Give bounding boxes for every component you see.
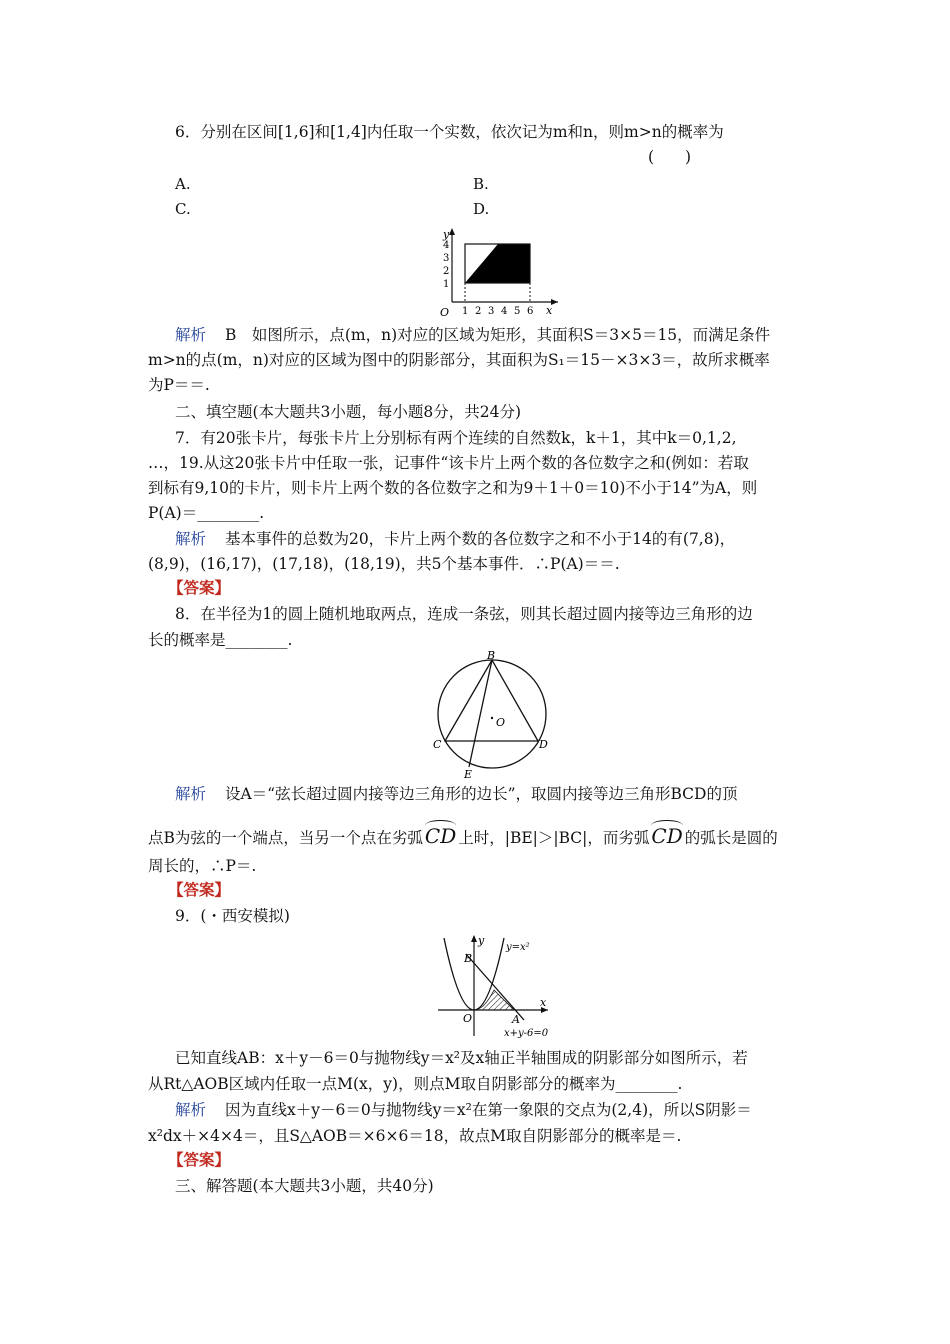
q6-analysis-line-3: 为P＝＝.: [148, 376, 210, 394]
q9-fig-label-line: x+y-6=0: [504, 1028, 549, 1039]
q6-rectangle-figure: [418, 226, 563, 318]
q6-fig-xtick: 1: [462, 306, 469, 317]
q6-option-a: A.: [175, 175, 191, 193]
q8-line-1: 8．在半径为1的圆上随机地取两点，连成一条弦，则其长超过圆内接等边三角形的边: [175, 605, 753, 623]
q9-fig-label-x: x: [540, 996, 547, 1009]
q9-analysis-line-2: x²dx＋×4×4＝，且S△AOB＝×6×6＝18，故点M取自阴影部分的概率是＝.: [148, 1127, 682, 1145]
q9-answer-label: 【答案】: [168, 1150, 231, 1169]
q8-analysis-line-3: 周长的，∴P＝.: [148, 857, 257, 875]
q7-line-2: …，19.从这20张卡片中任取一张，记事件“该卡片上两个数的各位数字之和(例如：若取: [148, 454, 749, 472]
q9-fig-label-a: A: [512, 1013, 520, 1026]
q6-stem: 6．分别在区间[1,6]和[1,4]内任取一个实数，依次记为m和n，则m>n的概率为: [175, 123, 724, 141]
q6-fig-xtick: 3: [488, 306, 495, 317]
q9-body-line-2: 从Rt△AOB区域内任取一点M(x，y)，则点M取自阴影部分的概率为________.: [148, 1075, 683, 1093]
q9-fig-label-curve: y=x²: [506, 942, 530, 953]
q8-arc-cd: CD: [424, 824, 457, 848]
q6-paren: ( ): [648, 148, 692, 166]
q7-analysis-line-1: [175, 529, 735, 549]
q7-line-4: P(A)＝________.: [148, 504, 265, 522]
q6-fig-xtick: 4: [501, 306, 508, 317]
q9-fig-label-b: B: [464, 952, 473, 965]
q8-fig-label-o: O: [496, 716, 506, 729]
q6-fig-xtick: 6: [527, 306, 534, 317]
q8-analysis-line-1: [175, 784, 737, 804]
q8-circle-figure: [425, 648, 555, 780]
q8-analysis-text-1: 设A＝“弦长超过圆内接等边三角形的边长”，取圆内接等边三角形BCD的顶: [224, 785, 738, 803]
q6-fig-y-label: y: [443, 228, 450, 241]
q6-fig-xtick: 5: [514, 306, 521, 317]
q8-analysis-text-2a: 点B为弦的一个端点，当另一个点在劣弧: [148, 829, 423, 847]
q6-fig-ytick: 2: [443, 266, 450, 277]
q8-fig-label-c: C: [433, 738, 442, 751]
q6-analysis-line-1: [175, 325, 770, 345]
q6-fig-x-label: x: [546, 304, 553, 317]
section-3-heading: 三、解答题(本大题共3小题，共40分): [175, 1177, 434, 1195]
q6-fig-ytick: 3: [443, 253, 450, 264]
q7-analysis-text-1: 基本事件的总数为20，卡片上两个数的各位数字之和不小于14的有(7,8)，: [224, 530, 736, 548]
q9-parabola-figure: [430, 932, 560, 1040]
q7-answer-label: 【答案】: [168, 578, 231, 597]
q8-arc-cd-2: CD: [651, 824, 683, 848]
q7-line-1: 7．有20张卡片，每张卡片上分别标有两个连续的自然数k，k＋1，其中k＝0,1,2,: [175, 429, 737, 447]
q7-line-3: 到标有9,10的卡片，则卡片上两个数的各位数字之和为9＋1＋0＝10)不小于14”为A，则: [148, 479, 758, 497]
q6-fig-origin: O: [440, 306, 450, 318]
q8-analysis-label: 解析: [175, 785, 207, 803]
q7-analysis-line-2: (8,9)，(16,17)，(17,18)，(18,19)，共5个基本事件．∴P(A)＝＝.: [148, 555, 620, 573]
q8-analysis-text-2c: 的弧长是圆的: [684, 829, 778, 847]
q6-analysis-line-2: m>n的点(m，n)对应的区域为图中的阴影部分，其面积为S₁＝15－×3×3＝，故所求概率: [148, 351, 770, 369]
q6-option-c: C.: [175, 200, 191, 218]
q8-line-2: 长的概率是________.: [148, 631, 293, 649]
q8-fig-label-e: E: [464, 768, 473, 780]
q9-fig-label-y: y: [478, 934, 485, 947]
q8-analysis-line-2: [148, 826, 778, 848]
q9-analysis-label: 解析: [175, 1101, 207, 1119]
q9-line-1: 9．(・西安模拟): [175, 907, 290, 925]
q6-option-d: D.: [473, 200, 490, 218]
q8-answer-label: 【答案】: [168, 880, 231, 899]
q6-fig-ytick: 4: [443, 240, 450, 251]
q8-analysis-text-2b: 上时，|BE|＞|BC|，而劣弧: [458, 829, 650, 847]
q8-fig-label-b: B: [487, 649, 496, 662]
q6-option-b: B.: [473, 175, 489, 193]
q9-analysis-text-1: 因为直线x＋y－6＝0与抛物线y＝x²在第一象限的交点为(2,4)，所以S阴影＝: [224, 1101, 752, 1119]
q6-analysis-label: 解析: [175, 326, 207, 344]
q6-fig-ytick: 1: [443, 279, 450, 290]
q9-body-line-1: 已知直线AB：x＋y－6＝0与抛物线y＝x²及x轴正半轴围成的阴影部分如图所示，若: [175, 1049, 748, 1067]
q6-fig-xtick: 2: [475, 306, 482, 317]
section-2-heading: 二、填空题(本大题共3小题，每小题8分，共24分): [175, 403, 522, 421]
q7-analysis-label: 解析: [175, 530, 207, 548]
q8-fig-label-d: D: [539, 738, 548, 751]
q9-fig-label-o: O: [463, 1012, 473, 1025]
q6-analysis-text-1: B 如图所示，点(m，n)对应的区域为矩形，其面积S＝3×5＝15，而满足条件: [224, 326, 771, 344]
q9-analysis-line-1: [175, 1100, 752, 1120]
